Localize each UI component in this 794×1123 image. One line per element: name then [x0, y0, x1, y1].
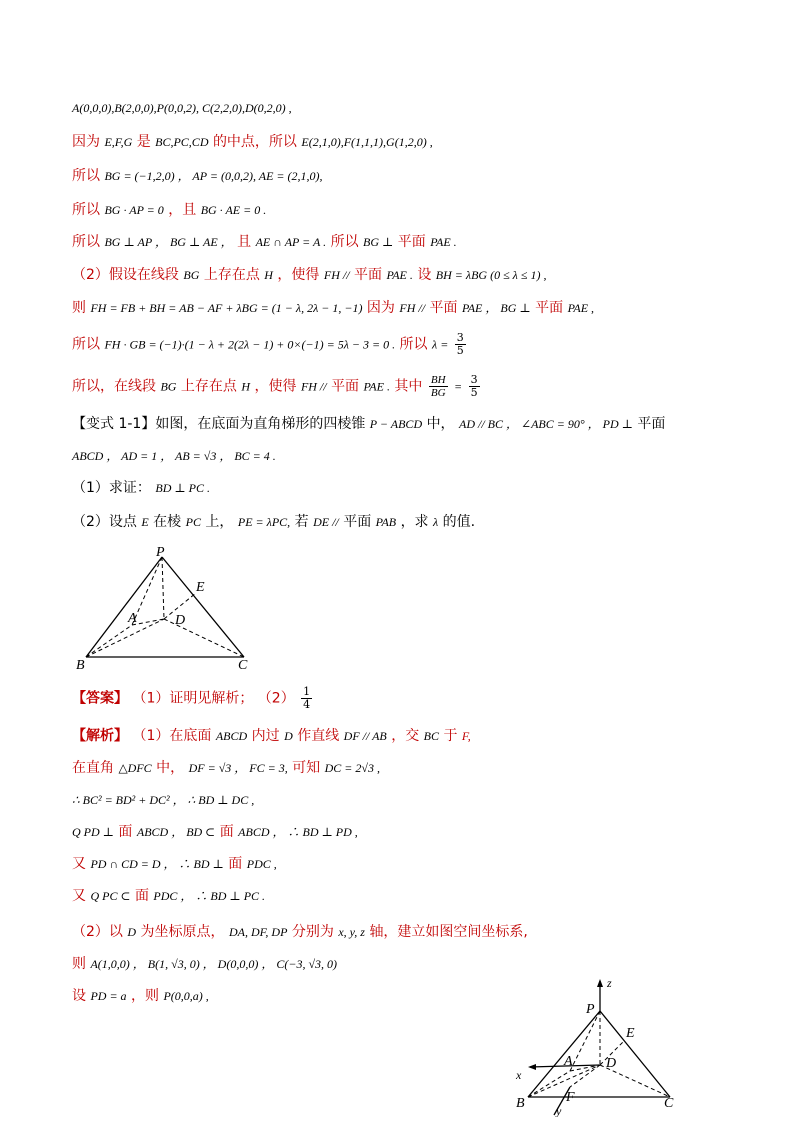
variant-line-10: 【变式 1-1】如图，在底面为直角梯形的四棱锥 P − ABCD 中， AD // BC ， ∠ABC = 90° ， PD ⊥ 平面 [72, 416, 666, 432]
variant-line-11: ABCD ， AD = 1 ， AB = √3 ， BC = 4 . [72, 449, 276, 463]
variant-q1: （1）求证： BD ⊥ PC . [72, 480, 210, 496]
variant-q2: （2）设点 E 在棱 PC 上， PE = λPC, 若 DE // 平面 PAB ，求 λ 的值. [72, 514, 476, 530]
explanation-line-9: 设 PD = a ，则 P(0,0,a) , [72, 988, 209, 1004]
explanation-line-4: Q PD ⊥ 面 ABCD ， BD ⊂ 面 ABCD ， ∴ BD ⊥ PD , [72, 824, 358, 840]
fig1-label-b: B [76, 658, 85, 673]
fig1-label-p: P [156, 545, 165, 560]
explanation-line-2: 在直角 △DFC 中， DF = √3 ， FC = 3, 可知 DC = 2√3 , [72, 760, 380, 776]
fig2-label-a: A [564, 1054, 573, 1069]
fig2-label-e: E [626, 1026, 635, 1041]
fig2-label-c: C [664, 1096, 674, 1111]
answer-line: 【答案】 （1）证明见解析； （2） $\frac{1}{4}$ [72, 685, 311, 711]
vector-line-3: 所以 BG = (−1,2,0) ， AP = (0,0,2), AE = (2,1,0), [72, 168, 323, 184]
fraction-3-5-b: $\frac{3}{5}$ [470, 373, 478, 399]
fig2-label-z: z [607, 976, 612, 990]
fig2-label-x: x [516, 1068, 522, 1082]
explanation-line-6: 又 Q PC ⊂ 面 PDC ， ∴ BD ⊥ PC . [72, 888, 266, 904]
fraction-bh-bg: $\frac{BH}{BG}$ [430, 374, 446, 399]
fig2-label-p: P [586, 1002, 595, 1017]
explanation-line-3: ∴ BC² = BD² + DC² ， ∴ BD ⊥ DC , [72, 793, 255, 807]
fig1-label-a: A [128, 611, 137, 626]
explanation-line-1: 【解析】 （1）在底面 ABCD 内过 D 作直线 DF // AB ，交 BC 于 F, [72, 728, 471, 744]
fig1-label-c: C [238, 658, 248, 673]
dot-line-4: 所以 BG · AP = 0 ，且 BG · AE = 0 . [72, 202, 267, 218]
part2-line-6: （2）假设在线段 BG 上存在点 H ，使得 FH // 平面 PAE . 设 BH = λBG (0 ≤ λ ≤ 1) , [72, 267, 547, 283]
pyramid-figure-1 [72, 545, 262, 673]
fig2-label-f: F [566, 1090, 575, 1105]
vector-expansion-line-7: 则 FH = FB + BH = AB − AF + λBG = (1 − λ, 2λ − 1, −1) 因为 FH // 平面 PAE ， BG ⊥ 平面 PAE , [72, 300, 595, 316]
fraction-3-5: $\frac{3}{5}$ [456, 331, 464, 357]
explanation-line-7: （2）以 D 为坐标原点， DA, DF, DP 分别为 x, y, z 轴，建立如图空间坐标系, [72, 924, 528, 940]
coord-line-2: 因为 E,F,G 是 BC,PC,CD 的中点，所以 E(2,1,0),F(1,1,1),G(1,2,0) , [72, 134, 433, 150]
fig1-label-e: E [196, 580, 205, 595]
conclusion-line-9: 所以，在线段 BG 上存在点 H ，使得 FH // 平面 PAE . 其中 $\frac{BH}{BG}$ = $\frac{3}{5}$ [72, 373, 478, 399]
pyramid-coordinate-figure-2 [510, 975, 690, 1117]
fig2-label-b: B [516, 1096, 525, 1111]
answer-fraction: $\frac{1}{4}$ [303, 685, 311, 711]
explanation-line-8: 则 A(1,0,0) ， B(1, √3, 0) ， D(0,0,0) ， C(−3, √3, 0) [72, 956, 338, 972]
fig2-label-y: y [556, 1104, 562, 1117]
fig1-label-d: D [175, 613, 186, 628]
coord-line-1: A(0,0,0),B(2,0,0),P(0,0,2), C(2,2,0),D(0,2,0) , [72, 101, 292, 115]
perp-line-5: 所以 BG ⊥ AP ， BG ⊥ AE ， 且 AE ∩ AP = A . 所以 BG ⊥ 平面 PAE . [72, 234, 457, 250]
fig2-label-d: D [606, 1056, 617, 1071]
explanation-line-5: 又 PD ∩ CD = D ， ∴ BD ⊥ 面 PDC , [72, 856, 277, 872]
lambda-solve-line-8: 所以 FH · GB = (−1)·(1 − λ + 2(2λ − 1) + 0×(−1) = 5λ − 3 = 0 . 所以 λ = $\frac{3}{5}$ [72, 331, 464, 357]
